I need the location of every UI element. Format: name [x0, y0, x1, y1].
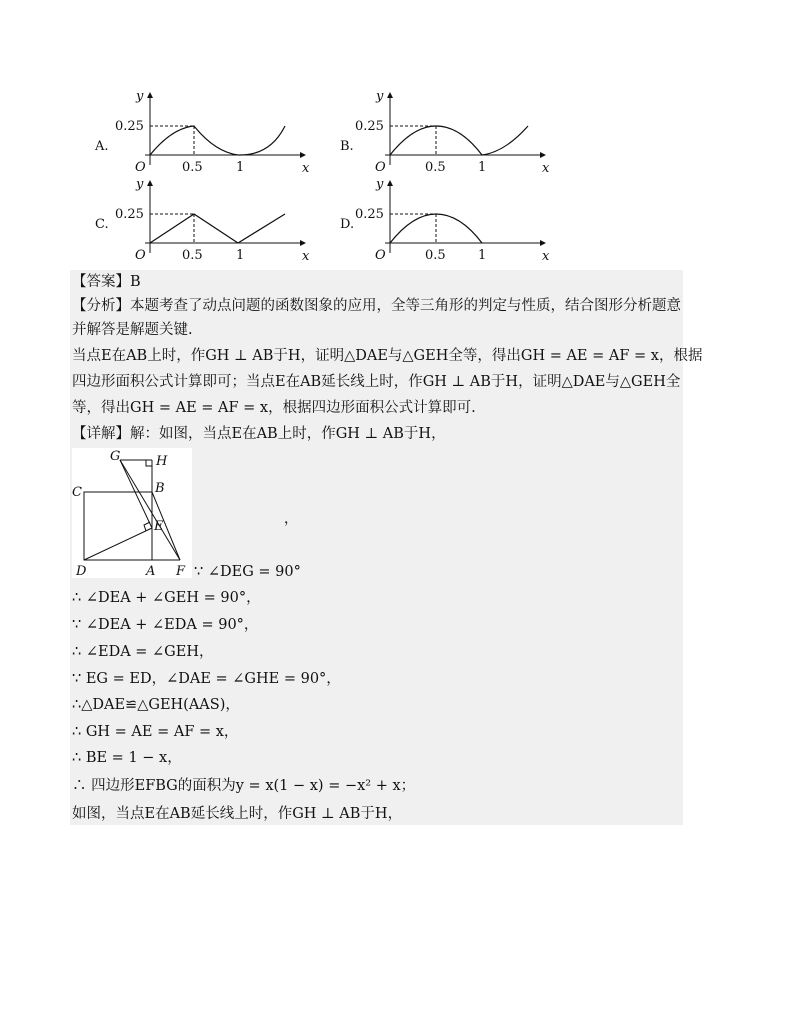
x-axis-arrow [540, 240, 546, 246]
step-6: ∴ GH = AE = AF = x， [72, 724, 239, 740]
step-9: 如图，当点E在AB延长线上时，作GH ⊥ AB于H， [72, 806, 403, 822]
option-a-graph [95, 90, 345, 178]
segment-gf [120, 460, 180, 560]
x-axis-label: x [542, 161, 550, 176]
step-5: ∴△DAE≌△GEH(AAS)， [72, 697, 240, 713]
curve [390, 126, 528, 155]
x-tick-label-one: 1 [236, 248, 245, 263]
curve [150, 126, 285, 155]
y-tick-label: 0.25 [355, 207, 384, 222]
analysis-line-1: 【分析】本题考查了动点问题的函数图象的应用，全等三角形的判定与性质，结合图形分析题意 [72, 298, 681, 314]
analysis-line-5: 等，得出GH = AE = AF = x，根据四边形面积公式计算即可. [72, 400, 476, 416]
point-label-f: F [176, 564, 186, 578]
option-c-plot [95, 178, 345, 266]
analysis-line-2: 并解答是解题关键. [72, 322, 193, 338]
point-label-b: B [155, 481, 165, 496]
curve [390, 214, 482, 243]
option-b-plot [340, 90, 590, 178]
right-angle-h [146, 460, 152, 466]
x-tick-label-one: 1 [478, 160, 487, 175]
y-axis-label: y [376, 89, 384, 104]
y-tick-label: 0.25 [115, 119, 144, 134]
step-0: ∵ ∠DEG = 90° [194, 564, 301, 580]
option-label: D. [340, 217, 355, 232]
x-axis-arrow [300, 152, 306, 158]
origin-label: O [375, 248, 386, 263]
y-tick-label: 0.25 [355, 119, 384, 134]
answer-line: 【答案】B [72, 274, 141, 290]
analysis-line-4: 四边形面积公式计算即可；当点E在AB延长线上时，作GH ⊥ AB于H，证明△DAE与△GEH全 [72, 374, 681, 390]
x-axis-arrow [540, 152, 546, 158]
x-axis-label: x [302, 249, 310, 264]
origin-label: O [375, 160, 386, 175]
origin-label: O [135, 248, 146, 263]
option-graphs [70, 80, 690, 270]
y-axis-arrow [147, 180, 153, 186]
y-tick-label: 0.25 [115, 207, 144, 222]
geometry-svg [72, 448, 192, 578]
y-axis-label: y [136, 89, 144, 104]
step-8: ∴ 四边形EFBG的面积为y = x(1 − x) = −x² + x； [72, 778, 416, 794]
y-axis-arrow [387, 180, 393, 186]
detail-line: 【详解】解：如图，当点E在AB上时，作GH ⊥ AB于H， [72, 426, 446, 442]
point-label-c: C [72, 485, 82, 500]
x-axis-arrow [300, 240, 306, 246]
x-tick-label-one: 1 [478, 248, 487, 263]
y-axis-arrow [387, 92, 393, 98]
step-7: ∴ BE = 1 − x， [72, 750, 182, 766]
analysis-line-3: 当点E在AB上时，作GH ⊥ AB于H，证明△DAE与△GEH全等，得出GH = AE = AF = x，根据 [72, 348, 703, 364]
x-tick-label-half: 0.5 [425, 160, 446, 175]
option-label: C. [95, 217, 109, 232]
segment-eg [120, 460, 152, 528]
y-axis-arrow [147, 92, 153, 98]
origin-label: O [135, 160, 146, 175]
step-3: ∴ ∠EDA = ∠GEH， [72, 644, 214, 660]
x-tick-label-one: 1 [236, 160, 245, 175]
point-label-g: G [110, 449, 121, 464]
option-label: B. [340, 139, 354, 154]
y-axis-label: y [136, 177, 144, 192]
point-label-h: H [156, 454, 168, 469]
figure-trailing-comma: ， [284, 511, 298, 527]
x-tick-label-half: 0.5 [182, 248, 203, 263]
geometry-figure [72, 448, 192, 578]
segment-de [84, 528, 152, 560]
point-label-d: D [76, 564, 87, 578]
x-axis-label: x [302, 161, 310, 176]
step-4: ∵ EG = ED，∠DAE = ∠GHE = 90°， [72, 671, 341, 687]
option-label: A. [95, 139, 109, 154]
option-d-plot [340, 178, 590, 266]
option-c-graph [95, 178, 345, 266]
point-label-a: A [146, 564, 156, 578]
x-axis-label: x [542, 249, 550, 264]
curve [150, 214, 285, 243]
step-2: ∵ ∠DEA + ∠EDA = 90°， [72, 617, 259, 633]
x-tick-label-half: 0.5 [182, 160, 203, 175]
option-d-graph [340, 178, 590, 266]
y-axis-label: y [376, 177, 384, 192]
option-a-plot [95, 90, 345, 178]
x-tick-label-half: 0.5 [425, 248, 446, 263]
step-1: ∴ ∠DEA + ∠GEH = 90°， [72, 590, 261, 606]
square-abcd [84, 492, 152, 560]
point-label-e: E [154, 519, 164, 534]
option-b-graph [340, 90, 590, 178]
